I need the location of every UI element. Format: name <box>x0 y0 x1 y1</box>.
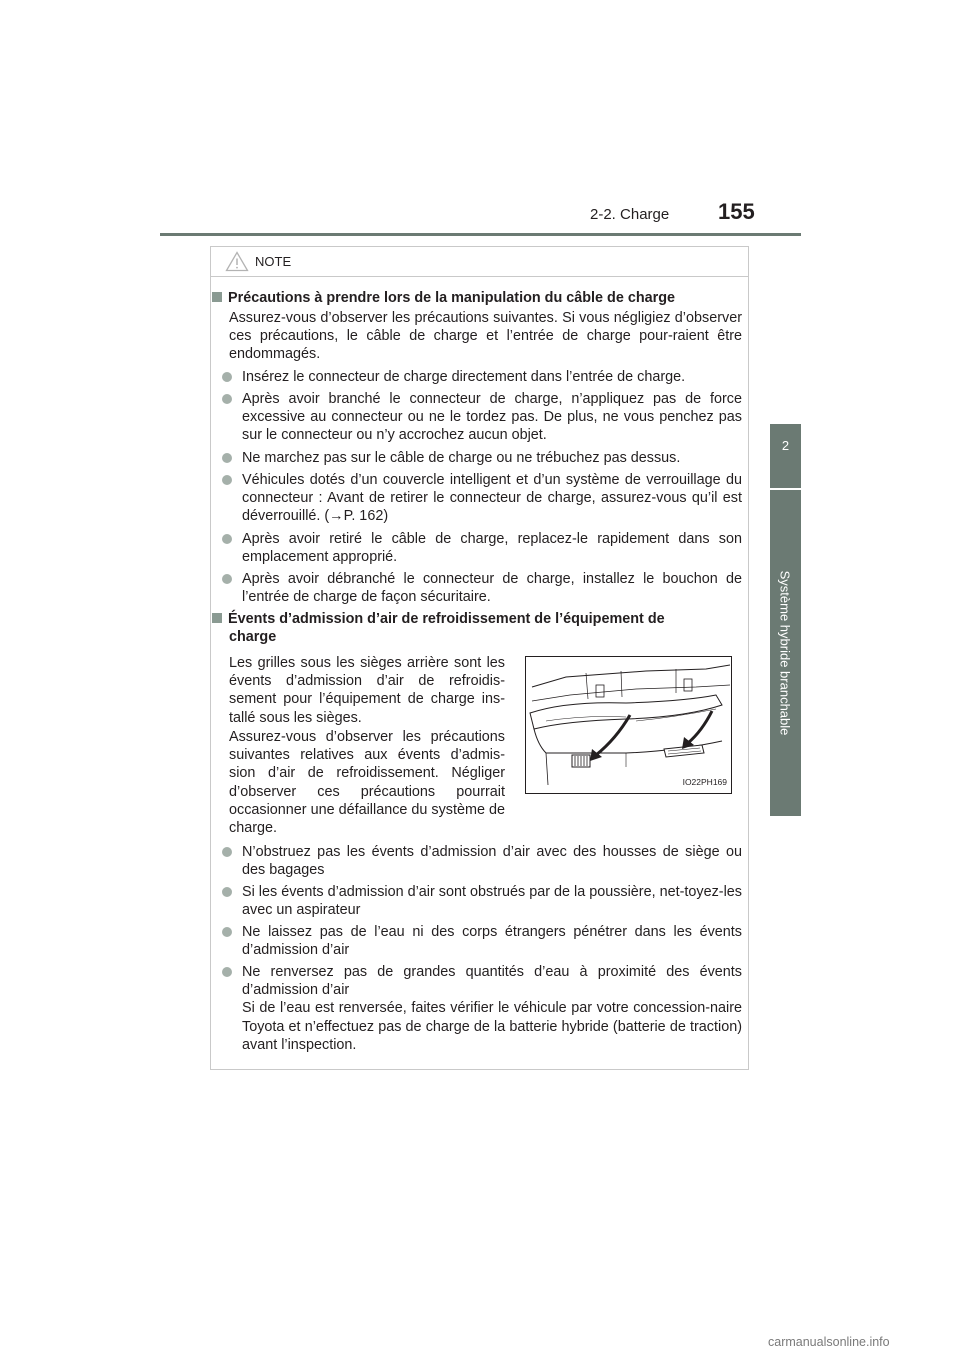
list-item: Après avoir retiré le câble de charge, replacez-le rapidement dans son emplacement approprié. <box>222 530 742 566</box>
bullet-icon <box>222 534 232 544</box>
chapter-number: 2 <box>781 438 790 453</box>
list-item: Ne renversez pas de grandes quantités d’eau à proximité des évents d’admission d’air Si de l’eau est renversée, faites vérifier le véhicule par votre concession-naire Toyota et n’effectuez pas de charge de la batterie hybride (batterie de traction) avant l’inspection. <box>222 963 742 1054</box>
section-intro: Assurez-vous d’observer les précautions suivantes. Si vous négligiez d’observer ces précautions, le câble de charge et l’entrée de charge pour-raient être endommagés. <box>229 310 742 363</box>
list-item: N’obstruez pas les évents d’admission d’air avec des housses de siège ou des bagages <box>222 843 742 879</box>
section-heading: Précautions à prendre lors de la manipulation du câble de charge <box>212 289 675 307</box>
bullet-icon <box>222 453 232 463</box>
note-header <box>211 247 748 277</box>
bullet-icon <box>222 887 232 897</box>
bullet-icon <box>222 967 232 977</box>
chapter-tab <box>770 424 801 488</box>
bullet-icon <box>222 574 232 584</box>
page-number: 155 <box>718 199 755 224</box>
watermark: carmanualsonline.info <box>768 1335 890 1349</box>
header-divider <box>160 233 801 236</box>
square-bullet-icon <box>212 613 222 623</box>
list-item: Insérez le connecteur de charge directement dans l’entrée de charge. <box>222 368 742 386</box>
list-item: Ne marchez pas sur le câble de charge ou ne trébuchez pas dessus. <box>222 449 742 467</box>
bullet-icon <box>222 394 232 404</box>
chapter-title: Système hybride branchable <box>777 570 793 736</box>
section-paragraph: Assurez-vous d’observer les précautions suivantes relatives aux évents d’admis-sion d’air de refroidissement. Négliger d’observer ces précautions pourrait occasionner une défaillance du système de charge. <box>229 729 505 837</box>
note-label: NOTE <box>255 254 292 269</box>
square-bullet-icon <box>212 292 222 302</box>
section-title: 2-2. Charge <box>590 206 670 223</box>
rear-seat-illustration <box>526 657 730 792</box>
list-item: Si les évents d’admission d’air sont obstrués par de la poussière, net-toyez-les avec un aspirateur <box>222 883 742 919</box>
bullet-icon <box>222 927 232 937</box>
bullet-icon <box>222 847 232 857</box>
list-item: Après avoir branché le connecteur de charge, n’appliquez pas de force excessive au connecteur ou ne le tordez pas. De plus, ne vous penchez pas sur le connecteur ou n’y accrochez aucun objet. <box>222 390 742 445</box>
figure-caption: IO22PH169 <box>682 776 727 787</box>
section-heading: Évents d’admission d’air de refroidissement de l’équipement de charge <box>212 610 742 646</box>
list-item: Après avoir débranché le connecteur de charge, installez le bouchon de l’entrée de charge de façon sécuritaire. <box>222 570 742 606</box>
list-item: Ne laissez pas de l’eau ni des corps étrangers pénétrer dans les évents d’admission d’air <box>222 923 742 959</box>
section-paragraph: Les grilles sous les sièges arrière sont les évents d’admission d’air de refroidis-sement pour l’équipement de charge ins-tallé sous les sièges. <box>229 655 505 726</box>
bullet-icon <box>222 475 232 485</box>
rear-seat-figure <box>525 656 732 794</box>
list-item: Véhicules dotés d’un couvercle intelligent et d’un système de verrouillage du connecteur : Avant de retirer le connecteur de charge, assurez-vous qu’il est déverrouillé. (→P. 162) <box>222 471 742 526</box>
bullet-icon <box>222 372 232 382</box>
warning-triangle-icon <box>225 251 249 272</box>
